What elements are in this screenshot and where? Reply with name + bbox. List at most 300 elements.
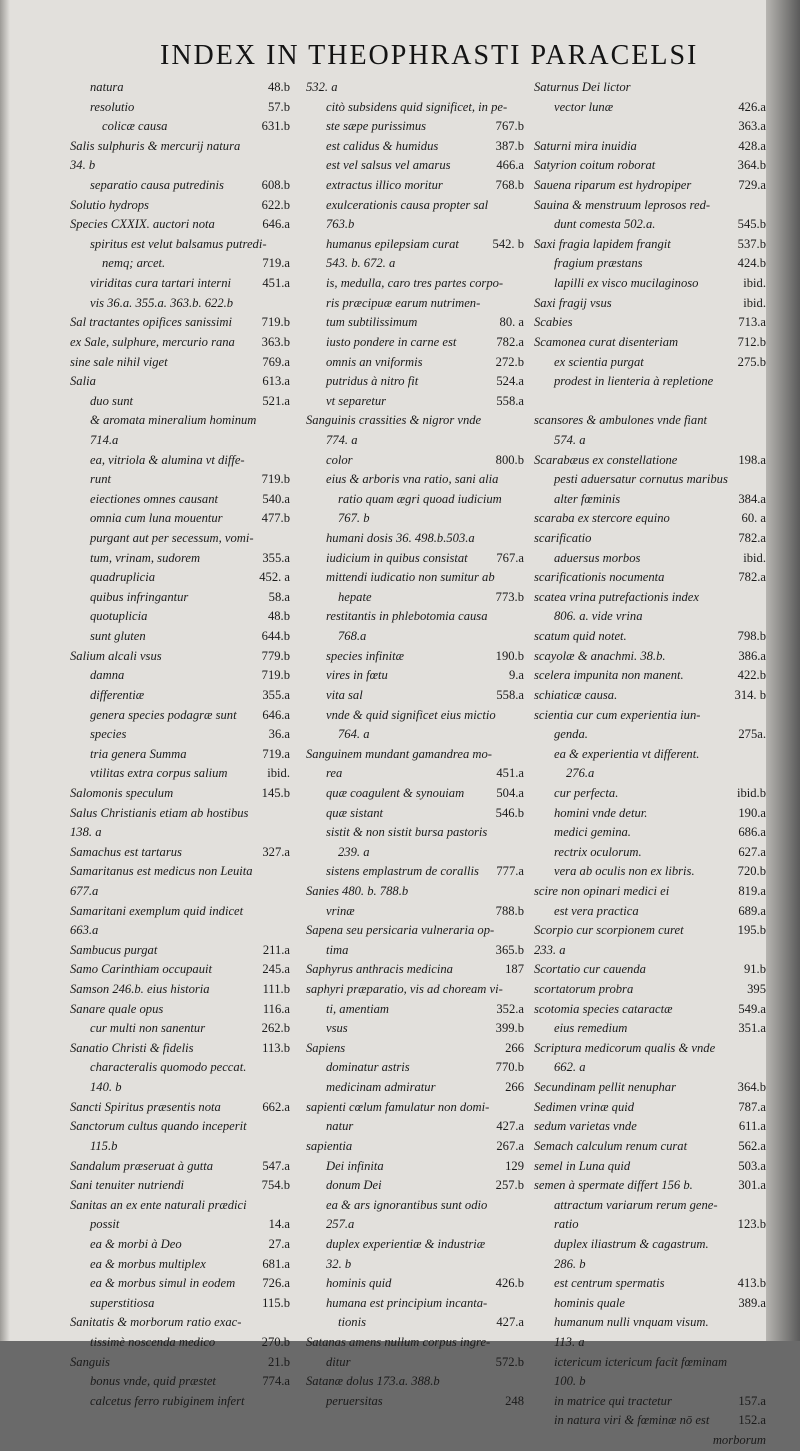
entry-text: ratio quam ægri quoad iudicium bbox=[338, 491, 502, 506]
entry-text: Sanatio Christi & fidelis bbox=[70, 1040, 194, 1055]
entry-text: & aromata mineralium hominum bbox=[90, 413, 257, 428]
entry-text: Samson 246.b. eius historia bbox=[70, 982, 210, 997]
index-entry bbox=[68, 117, 290, 137]
entry-text: dunt comesta 502.a. bbox=[554, 217, 656, 232]
index-entry bbox=[532, 588, 766, 608]
page-reference: 713.a bbox=[738, 315, 766, 330]
entry-text: Sal tractantes opifices sanissimi bbox=[70, 315, 232, 330]
index-entry bbox=[304, 843, 524, 863]
entry-text: ea & experientia vt different. bbox=[554, 746, 700, 761]
index-entry bbox=[532, 137, 766, 157]
index-entry bbox=[532, 1157, 766, 1177]
page-edge-shadow bbox=[766, 0, 800, 1341]
entry-text: quotuplicia bbox=[90, 609, 148, 624]
entry-text: genera species podagræ sunt bbox=[90, 707, 237, 722]
page-reference: 426.a bbox=[738, 99, 766, 114]
entry-text: dominatur astris bbox=[326, 1060, 410, 1075]
index-entry bbox=[68, 607, 290, 627]
entry-text: duplex iliastrum & cagastrum. bbox=[554, 1236, 709, 1251]
entry-text: runt bbox=[90, 472, 111, 487]
index-entry bbox=[532, 274, 766, 294]
page-reference: 562.a bbox=[738, 1138, 766, 1153]
index-entry bbox=[304, 176, 524, 196]
index-entry bbox=[68, 862, 290, 882]
index-entry bbox=[304, 1176, 524, 1196]
index-entry bbox=[532, 1078, 766, 1098]
page-reference: 622.b bbox=[261, 197, 290, 212]
entry-text: vires in fœtu bbox=[326, 668, 388, 683]
entry-text: sistit & non sistit bursa pastoris bbox=[326, 825, 488, 840]
entry-text: fragium præstans bbox=[554, 256, 643, 271]
entry-text: semel in Luna quid bbox=[534, 1158, 631, 1173]
page-reference: 301.a bbox=[738, 1178, 766, 1193]
entry-text: Salium alcali vsus bbox=[70, 648, 162, 663]
index-entry bbox=[304, 1000, 524, 1020]
entry-text: eius remedium bbox=[554, 1021, 628, 1036]
index-entry bbox=[304, 254, 524, 274]
entry-text: 239. a bbox=[338, 844, 370, 859]
entry-text: calcetus ferro rubiginem infert bbox=[90, 1393, 245, 1408]
index-entry bbox=[68, 686, 290, 706]
entry-text: scarificatio bbox=[534, 531, 592, 546]
entry-text: attractum variarum rerum gene- bbox=[554, 1197, 718, 1212]
entry-text: ea, vitriola & alumina vt diffe- bbox=[90, 452, 245, 467]
index-entry bbox=[532, 294, 766, 314]
entry-text: 806. a. vide vrina bbox=[554, 609, 643, 624]
entry-text: damna bbox=[90, 668, 125, 683]
entry-text: Salia bbox=[70, 374, 96, 389]
entry-text: ste sæpe purissimus bbox=[326, 119, 427, 134]
entry-text: peruersitas bbox=[326, 1393, 383, 1408]
page-reference: 719.a bbox=[262, 746, 290, 761]
page-reference: 270.b bbox=[261, 1335, 290, 1349]
index-entry bbox=[532, 862, 766, 882]
page-reference: 352.a bbox=[496, 1001, 524, 1016]
entry-text: 714.a bbox=[90, 432, 119, 447]
index-entry bbox=[68, 156, 290, 176]
entry-text: species infinitæ bbox=[326, 648, 405, 663]
page-reference: 540.a bbox=[262, 491, 290, 506]
entry-text: colicæ causa bbox=[102, 119, 168, 134]
index-entry bbox=[304, 431, 524, 451]
entry-text: tima bbox=[326, 942, 349, 957]
index-entry bbox=[304, 235, 524, 255]
index-entry bbox=[304, 745, 524, 765]
page-reference: 386.a bbox=[738, 648, 766, 663]
page-reference: 729.a bbox=[738, 178, 766, 193]
page-reference: 14.a bbox=[268, 1217, 290, 1232]
index-entry bbox=[68, 1000, 290, 1020]
entry-text: characteralis quomodo peccat. bbox=[90, 1060, 247, 1075]
entry-text: 543. b. 672. a bbox=[326, 256, 396, 271]
index-entry bbox=[532, 254, 766, 274]
index-entry bbox=[304, 882, 524, 902]
index-entry bbox=[532, 235, 766, 255]
index-entry bbox=[304, 647, 524, 667]
index-entry bbox=[304, 1098, 524, 1118]
entry-text: Sanies 480. b. 788.b bbox=[306, 883, 409, 898]
entry-text: scortatorum probra bbox=[534, 982, 634, 997]
entry-text: 662. a bbox=[554, 1060, 586, 1075]
entry-text: purgant aut per secessum, vomi- bbox=[90, 531, 254, 546]
entry-text: Sauena riparum est hydropiper bbox=[534, 178, 692, 193]
entry-text: saphyri præparatio, vis ad choream vi- bbox=[306, 982, 503, 997]
entry-text: 768.a bbox=[338, 629, 367, 644]
index-entry bbox=[68, 568, 290, 588]
page-reference: 782.a bbox=[738, 531, 766, 546]
entry-text: vtilitas extra corpus salium bbox=[90, 766, 228, 781]
index-entry bbox=[68, 1058, 290, 1078]
index-entry bbox=[304, 1117, 524, 1137]
page-reference: 327.a bbox=[262, 844, 290, 859]
index-entry bbox=[532, 647, 766, 667]
entry-text: iudicium in quibus consistat bbox=[326, 550, 468, 565]
entry-text: lapilli ex visco mucilaginoso bbox=[554, 276, 699, 291]
entry-text: Sauina & menstruum leprosos red- bbox=[534, 197, 711, 212]
page-reference: ibid.b bbox=[736, 785, 766, 800]
index-entry bbox=[532, 451, 766, 471]
index-entry bbox=[68, 137, 290, 157]
index-entry bbox=[532, 411, 766, 431]
entry-text: Saturni mira inuidia bbox=[534, 138, 637, 153]
index-entry bbox=[304, 451, 524, 471]
index-entry bbox=[304, 372, 524, 392]
index-entry bbox=[532, 627, 766, 647]
index-entry bbox=[532, 1215, 766, 1235]
page-reference: 365.b bbox=[495, 942, 524, 957]
entry-text: homini vnde detur. bbox=[554, 805, 648, 820]
entry-text: Scamonea curat disenteriam bbox=[534, 334, 679, 349]
entry-text: 276.a bbox=[566, 766, 595, 781]
page-reference: 549.a bbox=[738, 1001, 766, 1016]
index-entry bbox=[304, 941, 524, 961]
entry-text: differentiæ bbox=[90, 687, 145, 702]
index-entry bbox=[68, 1372, 290, 1392]
index-entry bbox=[532, 176, 766, 196]
page-reference: 466.a bbox=[496, 158, 524, 173]
entry-text: genda. bbox=[554, 727, 588, 742]
index-entry bbox=[532, 156, 766, 176]
index-entry bbox=[532, 784, 766, 804]
index-entry bbox=[532, 470, 766, 490]
entry-text: sapienti cœlum famulatur non domi- bbox=[306, 1099, 490, 1114]
page-reference: 272.b bbox=[495, 354, 524, 369]
index-entry bbox=[304, 274, 524, 294]
entry-text: bonus vnde, quid præstet bbox=[90, 1374, 216, 1389]
index-entry bbox=[304, 353, 524, 373]
page-reference: 355.a bbox=[262, 687, 290, 702]
index-entry bbox=[304, 215, 524, 235]
page-reference: 195.b bbox=[737, 923, 766, 938]
index-entry bbox=[532, 725, 766, 745]
entry-text: Secundinam pellit nenuphar bbox=[534, 1080, 677, 1095]
entry-text: Solutio hydrops bbox=[70, 197, 149, 212]
page-reference: 116.a bbox=[262, 1001, 290, 1016]
index-entry bbox=[304, 980, 524, 1000]
index-entry bbox=[532, 490, 766, 510]
entry-text: 532. a bbox=[306, 80, 338, 94]
entry-text: Satanas amens nullum corpus ingre- bbox=[306, 1335, 491, 1349]
page-reference: 57.b bbox=[267, 99, 290, 114]
entry-text: restitantis in phlebotomia causa bbox=[326, 609, 488, 624]
page-reference: 547.a bbox=[262, 1158, 290, 1173]
page-reference: 770.b bbox=[495, 1060, 524, 1075]
entry-text: vera ab oculis non ex libris. bbox=[554, 864, 695, 879]
index-entry bbox=[532, 1137, 766, 1157]
page-reference: 719.b bbox=[261, 668, 290, 683]
index-entry bbox=[304, 1274, 524, 1294]
entry-text: Sanctorum cultus quando inceperit bbox=[70, 1119, 247, 1134]
page-reference: 767.b bbox=[495, 119, 524, 134]
page-reference: 91.b bbox=[743, 962, 766, 977]
entry-text: pesti aduersatur cornutus maribus bbox=[554, 472, 728, 487]
running-header: INDEX IN THEOPHRASTI PARACELSI bbox=[160, 40, 699, 71]
page-reference: 631.b bbox=[261, 119, 290, 134]
page-reference: 422.b bbox=[737, 668, 766, 683]
page-reference: 314. b bbox=[734, 687, 766, 702]
entry-text: rectrix oculorum. bbox=[554, 844, 642, 859]
index-entry bbox=[68, 1215, 290, 1235]
index-entry bbox=[304, 1137, 524, 1157]
index-entry bbox=[68, 235, 290, 255]
index-column-2 bbox=[304, 78, 524, 1411]
page-reference: 266 bbox=[505, 1040, 524, 1055]
entry-text: sine sale nihil viget bbox=[70, 354, 168, 369]
entry-text: Sanguinis crassities & nigror vnde bbox=[306, 413, 482, 428]
page-reference: 80. a bbox=[499, 315, 524, 330]
index-entry bbox=[68, 843, 290, 863]
index-entry bbox=[68, 882, 290, 902]
page-reference: 384.a bbox=[738, 491, 766, 506]
index-entry bbox=[304, 686, 524, 706]
page-reference: 198.a bbox=[738, 452, 766, 467]
index-entry bbox=[68, 980, 290, 1000]
page-reference: 152.a bbox=[738, 1413, 766, 1428]
page-reference: 267.a bbox=[496, 1138, 524, 1153]
page-reference: 768.b bbox=[495, 178, 524, 193]
page-reference: 788.b bbox=[495, 903, 524, 918]
index-entry bbox=[532, 1255, 766, 1275]
entry-text: hominis quale bbox=[554, 1295, 626, 1310]
index-entry bbox=[304, 764, 524, 784]
index-entry bbox=[532, 1431, 766, 1451]
entry-text: scire non opinari medici ei bbox=[534, 883, 670, 898]
page-reference: 504.a bbox=[496, 785, 524, 800]
index-entry bbox=[532, 960, 766, 980]
entry-text: 32. b bbox=[326, 1256, 352, 1271]
index-entry bbox=[68, 1333, 290, 1353]
entry-text: ris præcipuæ earum nutrimen- bbox=[326, 295, 481, 310]
entry-text: humani dosis 36. 498.b.503.a bbox=[326, 531, 475, 546]
entry-text: vnde & quid significet eius mictio bbox=[326, 707, 496, 722]
entry-text: Saturnus Dei lictor bbox=[534, 80, 631, 94]
index-entry bbox=[304, 902, 524, 922]
page-reference: 48.b bbox=[267, 80, 290, 94]
page-reference: 363.b bbox=[261, 334, 290, 349]
page-reference: 779.b bbox=[261, 648, 290, 663]
index-entry bbox=[68, 1078, 290, 1098]
entry-text: extractus illico moritur bbox=[326, 178, 443, 193]
index-entry bbox=[532, 1235, 766, 1255]
page-reference: 719.b bbox=[261, 315, 290, 330]
page-reference: 681.a bbox=[262, 1256, 290, 1271]
entry-text: mittendi iudicatio non sumitur ab bbox=[326, 570, 495, 585]
page-reference: 275a. bbox=[738, 727, 766, 742]
index-entry bbox=[532, 1294, 766, 1314]
index-entry bbox=[304, 823, 524, 843]
page-reference: 36.a bbox=[268, 727, 290, 742]
entry-text: quadruplicia bbox=[90, 570, 156, 585]
page-reference: 27.a bbox=[268, 1236, 290, 1251]
page-reference: 245.a bbox=[262, 962, 290, 977]
entry-text: in matrice qui tractetur bbox=[554, 1393, 672, 1408]
index-entry bbox=[68, 470, 290, 490]
index-entry bbox=[68, 431, 290, 451]
index-entry bbox=[304, 588, 524, 608]
page-reference: 689.a bbox=[738, 903, 766, 918]
index-entry bbox=[532, 980, 766, 1000]
page-reference: 537.b bbox=[737, 236, 766, 251]
index-entry bbox=[304, 470, 524, 490]
entry-text: scayolæ & anachmi. 38.b. bbox=[534, 648, 666, 663]
index-entry bbox=[532, 902, 766, 922]
page-reference: 427.a bbox=[496, 1315, 524, 1330]
entry-text: est centrum spermatis bbox=[554, 1276, 665, 1291]
index-entry bbox=[304, 725, 524, 745]
page-reference: 257.b bbox=[495, 1178, 524, 1193]
index-entry bbox=[532, 706, 766, 726]
index-entry bbox=[68, 254, 290, 274]
index-entry bbox=[532, 372, 766, 392]
page-reference: 452. a bbox=[259, 570, 290, 585]
entry-text: species bbox=[90, 727, 127, 742]
index-entry bbox=[304, 313, 524, 333]
entry-text: sistens emplastrum de corallis bbox=[326, 864, 479, 879]
index-entry bbox=[304, 804, 524, 824]
entry-text: omnia cum luna mouentur bbox=[90, 511, 223, 526]
page-reference: 395 bbox=[747, 982, 766, 997]
entry-text: scatum quid notet. bbox=[534, 629, 627, 644]
index-entry bbox=[532, 509, 766, 529]
index-entry bbox=[68, 1176, 290, 1196]
index-entry bbox=[304, 529, 524, 549]
index-entry bbox=[68, 353, 290, 373]
index-entry bbox=[532, 1117, 766, 1137]
page-reference: 769.a bbox=[262, 354, 290, 369]
index-entry bbox=[68, 411, 290, 431]
index-entry bbox=[532, 215, 766, 235]
page-reference: 115.b bbox=[262, 1295, 290, 1310]
page-reference: 819.a bbox=[738, 883, 766, 898]
entry-text: eiectiones omnes causant bbox=[90, 491, 219, 506]
index-entry bbox=[304, 294, 524, 314]
entry-text: Sambucus purgat bbox=[70, 942, 158, 957]
entry-text: ex Sale, sulphure, mercurio rana bbox=[70, 334, 235, 349]
entry-text: separatio causa putredinis bbox=[90, 178, 224, 193]
index-entry bbox=[304, 1058, 524, 1078]
page-reference: 451.a bbox=[262, 276, 290, 291]
entry-text: 767. b bbox=[338, 511, 370, 526]
index-entry bbox=[68, 529, 290, 549]
entry-text: spiritus est velut balsamus putredi- bbox=[90, 236, 267, 251]
index-entry bbox=[304, 549, 524, 569]
entry-text: humanus epilepsiam curat bbox=[326, 236, 459, 251]
entry-text: Satyrion coitum roborat bbox=[534, 158, 656, 173]
index-entry bbox=[532, 1333, 766, 1353]
entry-text: ratio bbox=[554, 1217, 579, 1232]
index-entry bbox=[532, 98, 766, 118]
page-reference: 187 bbox=[505, 962, 524, 977]
entry-text: 115.b bbox=[90, 1138, 118, 1153]
index-entry bbox=[304, 1019, 524, 1039]
entry-text: ea & ars ignorantibus sunt odio bbox=[326, 1197, 488, 1212]
entry-text: Sancti Spiritus præsentis nota bbox=[70, 1099, 221, 1114]
entry-text: ea & morbus multiplex bbox=[90, 1256, 206, 1271]
entry-text: ea & morbus simul in eodem bbox=[90, 1276, 236, 1291]
entry-text: tria genera Summa bbox=[90, 746, 187, 761]
index-entry bbox=[304, 156, 524, 176]
index-entry bbox=[68, 549, 290, 569]
index-entry bbox=[532, 1353, 766, 1373]
entry-text: est calidus & humidus bbox=[326, 138, 439, 153]
entry-text: superstitiosa bbox=[90, 1295, 155, 1310]
index-entry bbox=[532, 1411, 766, 1431]
entry-text: sedum varietas vnde bbox=[534, 1119, 637, 1134]
page-reference: 558.a bbox=[496, 687, 524, 702]
index-entry bbox=[68, 509, 290, 529]
index-entry bbox=[532, 1098, 766, 1118]
page-reference: 60. a bbox=[741, 511, 766, 526]
page-reference: 266 bbox=[505, 1080, 524, 1095]
entry-text: viriditas cura tartari interni bbox=[90, 276, 231, 291]
index-entry bbox=[68, 196, 290, 216]
entry-text: Scabies bbox=[534, 315, 573, 330]
index-entry bbox=[532, 1000, 766, 1020]
entry-text: tionis bbox=[338, 1315, 366, 1330]
index-entry bbox=[68, 215, 290, 235]
index-entry bbox=[68, 490, 290, 510]
index-entry bbox=[68, 333, 290, 353]
entry-text: Salomonis speculum bbox=[70, 785, 174, 800]
entry-text: schiaticæ causa. bbox=[534, 687, 618, 702]
entry-text: exulcerationis causa propter sal bbox=[326, 197, 489, 212]
page-reference: 48.b bbox=[267, 609, 290, 624]
entry-text: semen à spermate differt 156 b. bbox=[534, 1178, 693, 1193]
entry-text: medicinam admiratur bbox=[326, 1080, 436, 1095]
entry-text: 764. a bbox=[338, 727, 370, 742]
entry-text: Scorpio cur scorpionem curet bbox=[534, 923, 684, 938]
index-entry bbox=[304, 78, 524, 98]
page-reference: 719.a bbox=[262, 256, 290, 271]
entry-text: quibus infringantur bbox=[90, 589, 189, 604]
entry-text: natura bbox=[90, 80, 124, 94]
index-entry bbox=[68, 372, 290, 392]
page-reference: 351.a bbox=[738, 1021, 766, 1036]
page-reference: 364.b bbox=[737, 158, 766, 173]
entry-text: Samo Carinthiam occupauit bbox=[70, 962, 213, 977]
page-reference: 211.a bbox=[262, 942, 290, 957]
index-entry bbox=[304, 627, 524, 647]
page-reference: 608.b bbox=[261, 178, 290, 193]
page-reference: 275.b bbox=[737, 354, 766, 369]
entry-text: ditur bbox=[326, 1354, 351, 1369]
entry-text: ti, amentiam bbox=[326, 1001, 389, 1016]
entry-text: omnis an vniformis bbox=[326, 354, 423, 369]
page-reference: 389.a bbox=[738, 1295, 766, 1310]
entry-text: Sanguinem mundant gamandrea mo- bbox=[306, 746, 492, 761]
page-reference: 262.b bbox=[261, 1021, 290, 1036]
index-entry bbox=[68, 1255, 290, 1275]
